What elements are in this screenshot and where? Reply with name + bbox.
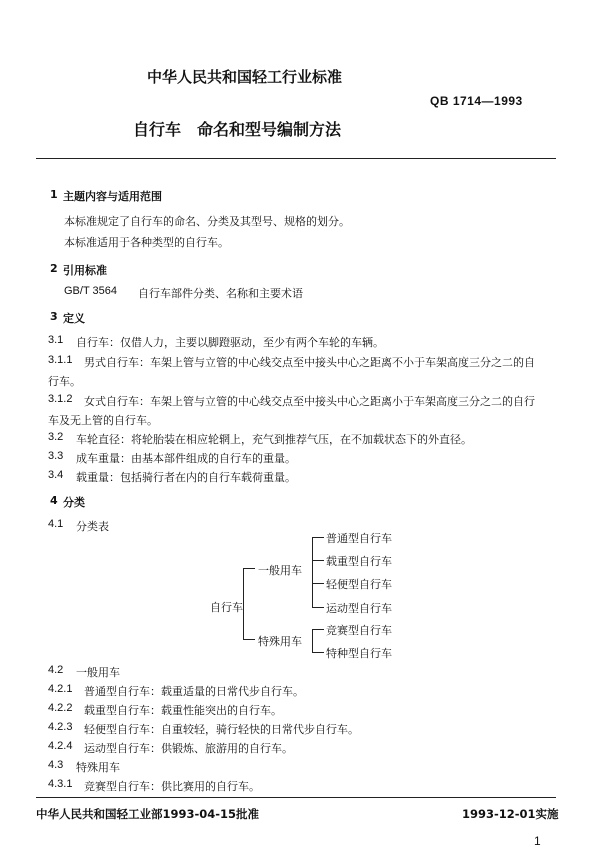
tree-special-branch-line (312, 629, 313, 652)
clause-3-3-number: 3.3 (48, 450, 64, 462)
standard-code: QB 1714—1993 (430, 94, 523, 108)
section-4-number: 4 (50, 494, 58, 507)
tree-root-branch-line (243, 568, 244, 639)
tree-general-tick-3 (312, 583, 324, 584)
section-2-heading: 引用标准 (63, 264, 107, 277)
header-rule (36, 158, 556, 159)
tree-general-sport: 运动型自行车 (326, 602, 392, 615)
tree-general-tick-1 (312, 537, 324, 538)
section-1-heading: 主题内容与适用范围 (63, 190, 162, 203)
clause-4-2-4-number: 4.2.4 (48, 740, 73, 752)
tree-general-tick-4 (312, 607, 324, 608)
section-1-paragraph-1: 本标准规定了自行车的命名、分类及其型号、规格的划分。 (64, 215, 350, 228)
clause-4-2-1-number: 4.2.1 (48, 683, 73, 695)
tree-general-use: 一般用车 (258, 564, 302, 577)
clause-3-1-text: 自行车：仅借人力，主要以脚蹬驱动，至少有两个车轮的车辆。 (76, 336, 384, 349)
clause-4-2-2-number: 4.2.2 (48, 702, 73, 714)
clause-4-2-1-text: 普通型自行车：载重适量的日常代步自行车。 (84, 685, 304, 698)
footer-rule (36, 797, 556, 798)
tree-special-use: 特殊用车 (258, 635, 302, 648)
clause-4-2-4-text: 运动型自行车：供锻炼、旅游用的自行车。 (84, 742, 293, 755)
clause-3-1-number: 3.1 (48, 334, 64, 346)
tree-general-heavy-duty: 载重型自行车 (326, 555, 392, 568)
tree-special-tick-2 (312, 652, 324, 653)
tree-general-light: 轻便型自行车 (326, 578, 392, 591)
tree-root-bicycle: 自行车 (210, 601, 243, 614)
clause-4-1-title: 分类表 (76, 520, 109, 533)
clause-4-2-title: 一般用车 (76, 666, 120, 679)
clause-3-2-number: 3.2 (48, 431, 64, 443)
clause-4-3-1-text: 竞赛型自行车：供比赛用的自行车。 (84, 780, 260, 793)
clause-4-3-title: 特殊用车 (76, 761, 120, 774)
clause-3-1-1-number: 3.1.1 (48, 354, 73, 366)
tree-general-branch-line (312, 537, 313, 607)
clause-4-2-3-text: 轻便型自行车：自重较轻，骑行轻快的日常代步自行车。 (84, 723, 359, 736)
implementation-date: 1993-12-01实施 (462, 807, 559, 821)
tree-root-branch-top (243, 568, 255, 569)
clause-4-3-1-number: 4.3.1 (48, 778, 73, 790)
clause-4-2-number: 4.2 (48, 664, 64, 676)
reference-code: GB/T 3564 (64, 285, 117, 297)
clause-3-2-text: 车轮直径：将轮胎装在相应轮辋上，充气到推荐气压，在不加载状态下的外直径。 (76, 433, 472, 446)
clause-3-1-2-text-line2: 车及无上管的自行车。 (48, 414, 158, 427)
section-3-heading: 定义 (63, 312, 85, 325)
clause-4-3-number: 4.3 (48, 759, 64, 771)
clause-3-1-2-number: 3.1.2 (48, 393, 73, 405)
section-4-heading: 分类 (63, 496, 85, 509)
tree-special-special-type: 特种型自行车 (326, 647, 392, 660)
page-number: 1 (534, 834, 541, 848)
section-3-number: 3 (50, 310, 58, 323)
clause-4-2-3-number: 4.2.3 (48, 721, 73, 733)
tree-special-tick-1 (312, 629, 324, 630)
approval-line: 中华人民共和国轻工业部1993-04-15批准 (36, 807, 260, 821)
clause-3-4-text: 载重量：包括骑行者在内的自行车载荷重量。 (76, 471, 296, 484)
tree-general-ordinary: 普通型自行车 (326, 532, 392, 545)
reference-title: 自行车部件分类、名称和主要术语 (138, 287, 303, 300)
clause-3-1-2-text-line1: 女式自行车：车架上管与立管的中心线交点至中接头中心之距离小于车架高度三分之二的自行 (84, 395, 535, 408)
clause-3-1-1-text-line2: 行车。 (48, 375, 81, 388)
clause-4-1-number: 4.1 (48, 518, 64, 530)
section-1-paragraph-2: 本标准适用于各种类型的自行车。 (64, 236, 229, 249)
section-1-number: 1 (50, 188, 58, 201)
tree-special-racing: 竞赛型自行车 (326, 624, 392, 637)
tree-general-tick-2 (312, 560, 324, 561)
clause-3-4-number: 3.4 (48, 469, 64, 481)
tree-root-branch-bottom (243, 639, 255, 640)
document-title: 自行车 命名和型号编制方法 (133, 120, 342, 139)
issuer-title: 中华人民共和国轻工行业标准 (147, 68, 343, 86)
clause-3-3-text: 成车重量：由基本部件组成的自行车的重量。 (76, 452, 296, 465)
section-2-number: 2 (50, 262, 58, 275)
clause-3-1-1-text-line1: 男式自行车：车架上管与立管的中心线交点至中接头中心之距离不小于车架高度三分之二的自 (84, 356, 535, 369)
clause-4-2-2-text: 载重型自行车：载重性能突出的自行车。 (84, 704, 282, 717)
